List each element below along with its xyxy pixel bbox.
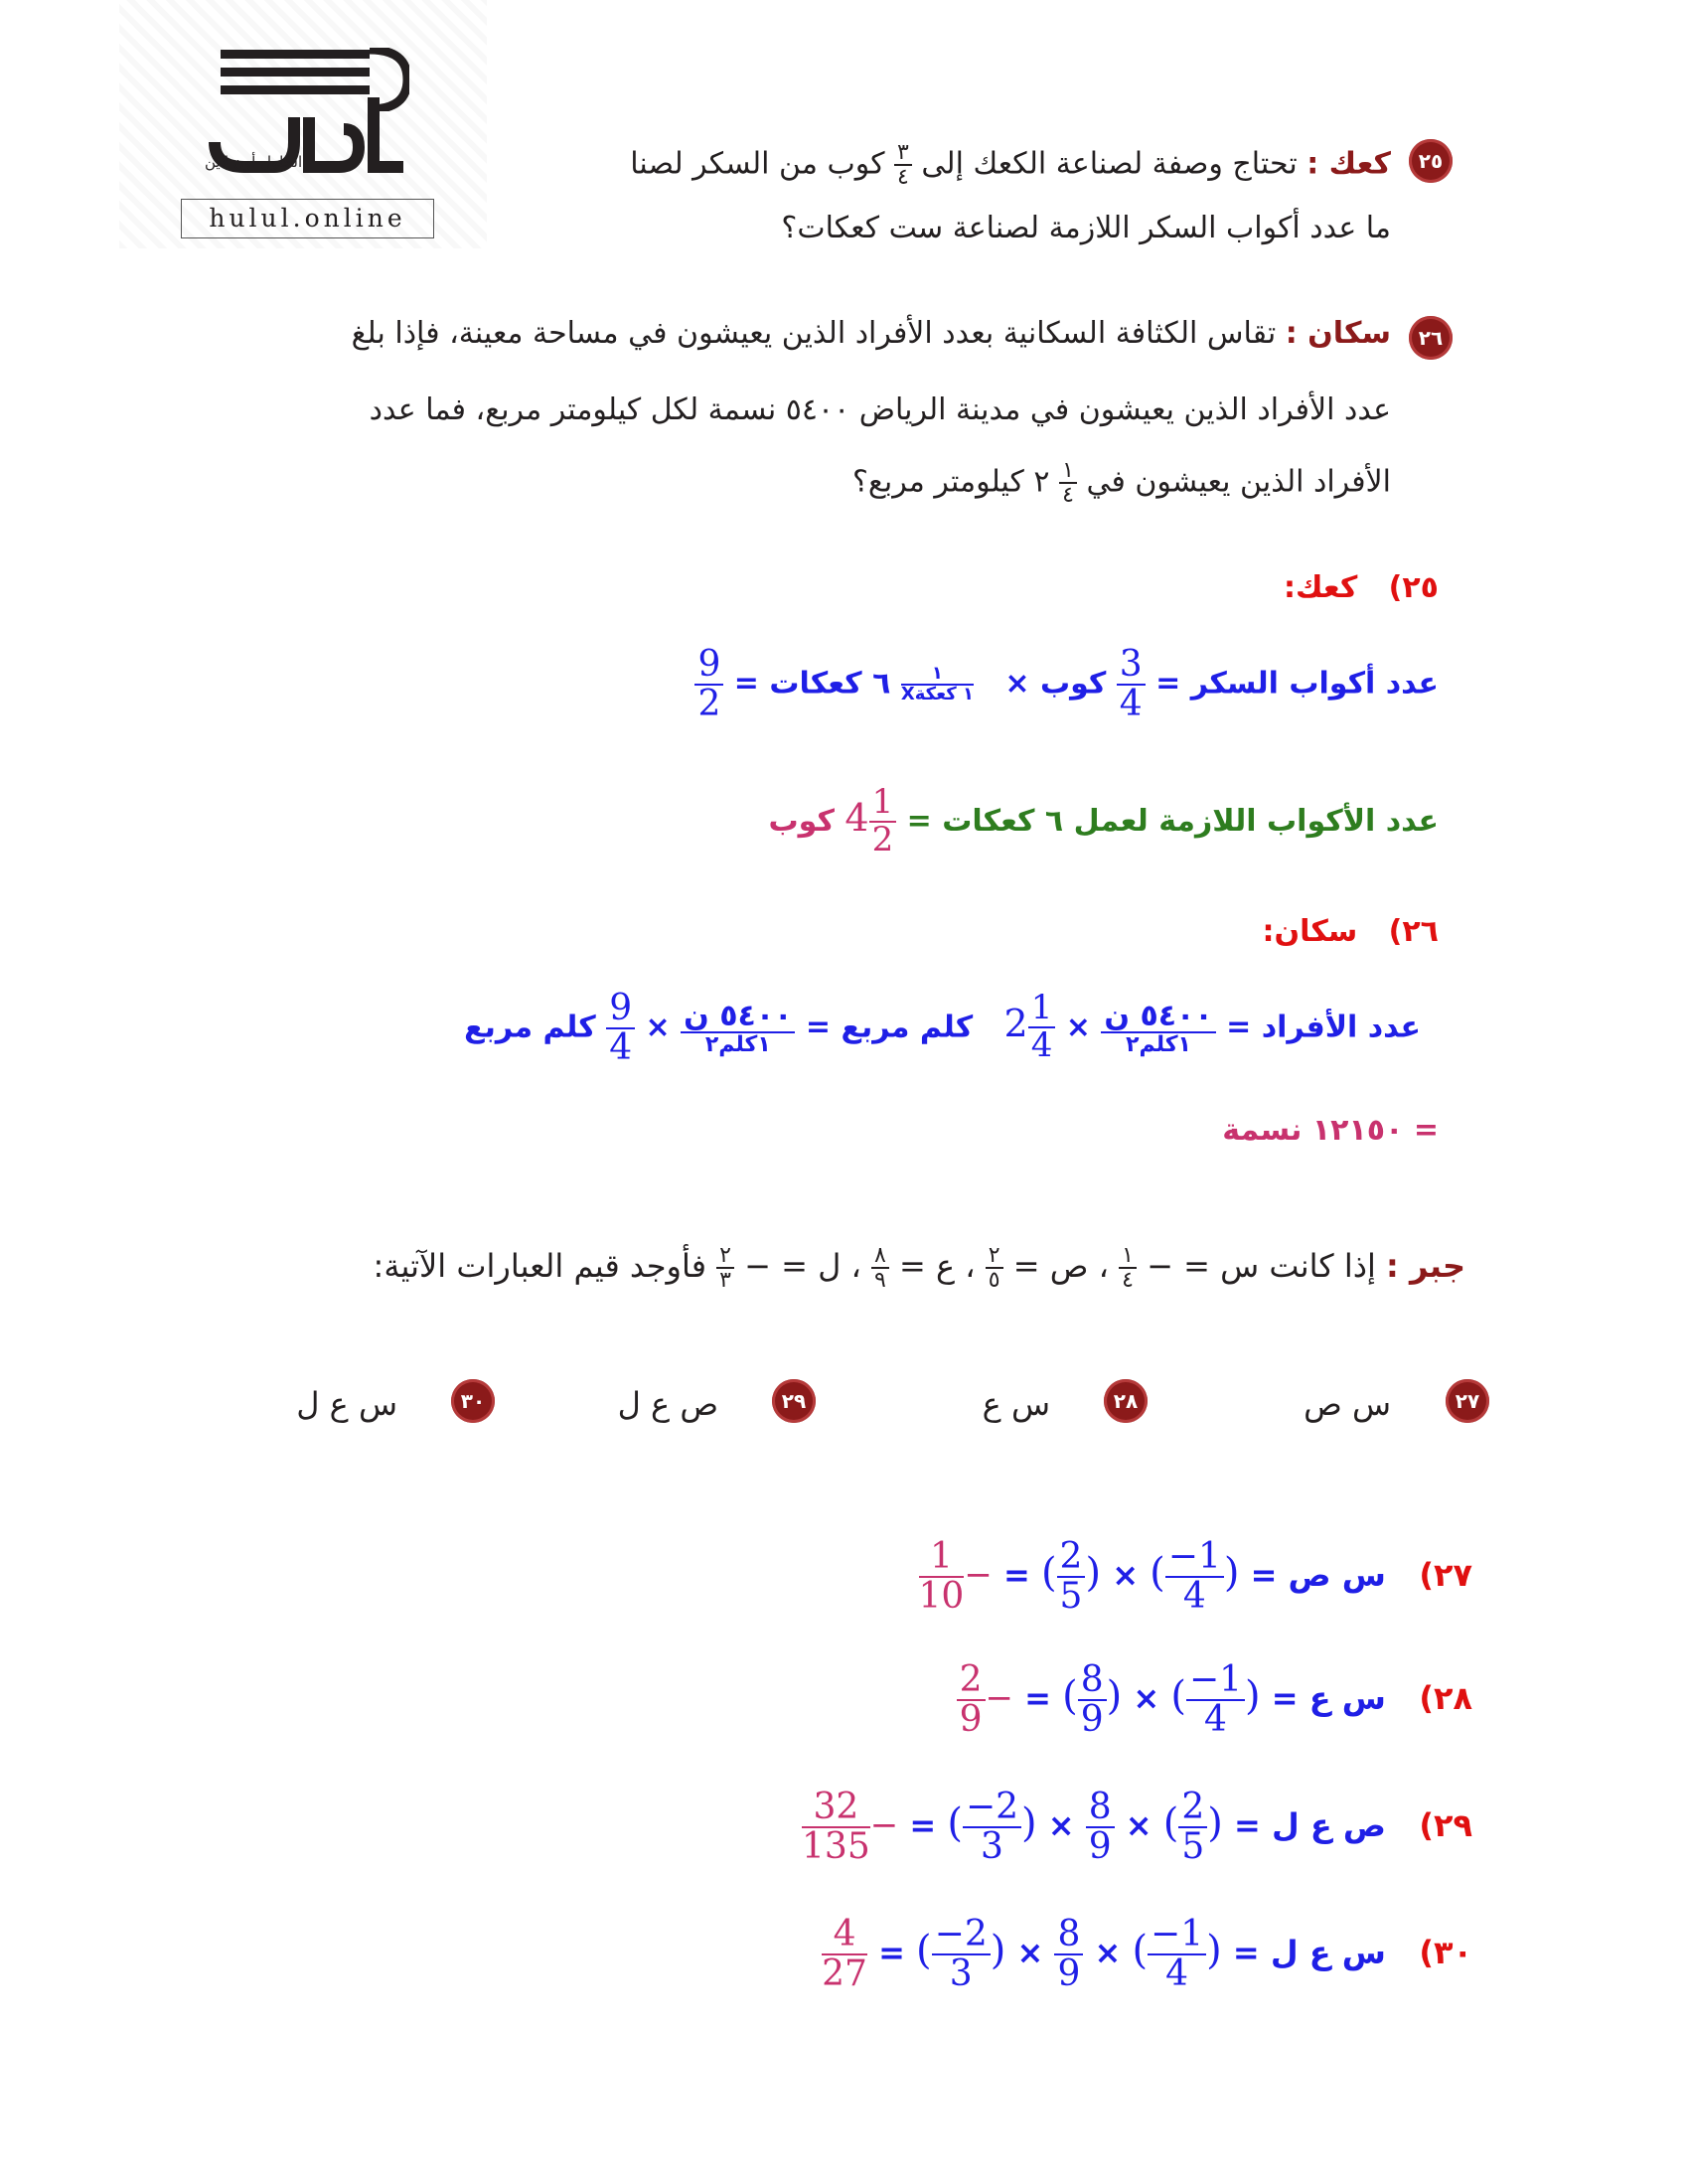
solution-result: $\frac{32}{135}$ (802, 1787, 870, 1867)
factor-3: $\frac{2-}{3}$ (932, 1916, 991, 1993)
solution-result: $\frac{4}{27}$ (822, 1914, 867, 1994)
problem-26-line1: سكان : تقاس الكثافة السكانية بعدد الأفراد الذين يعيشون في مساحة معينة، فإذا بلغ (351, 316, 1391, 351)
solution-25-answer-label: عدد الأكواب اللازمة لعمل ٦ كعكات = (906, 804, 1439, 840)
item-28-expr: س ع (982, 1385, 1050, 1423)
solution-26-heading: ٢٦) سكان: (1262, 914, 1439, 949)
item-27-badge: ٢٧ (1446, 1379, 1489, 1423)
solution-number: ٢٧) (1419, 1555, 1472, 1594)
factor-1: $\frac{1-}{4}$ (1186, 1661, 1245, 1739)
problem-26-label: سكان : (1285, 316, 1391, 351)
solution-25-eq-label: عدد أكواب السكر = (1155, 666, 1439, 702)
solution-26-density-1: $\frac{\text{٥٤٠٠ ن}}{\text{١كلم٢}}$ (1101, 1001, 1215, 1057)
logo-tagline: الحلول أون لاين (205, 153, 303, 171)
solution-row: ٢٨) س ع = ( $\frac{1-}{4}$ ) × ( $\frac{8}{9}$ ) = − $\frac{2}{9}$ (957, 1661, 1472, 1739)
solution-25-fraction-a: $\frac{3}{4}$ (1117, 646, 1146, 723)
solution-25-equation: عدد أكواب السكر = $\frac{3}{4}$ كوب × $\frac{١}{\text{١ كعكةX}}$ ٦ كعكات = $\frac{9}{2}$ (694, 646, 1439, 723)
solution-expression: س ص = (1250, 1555, 1386, 1594)
item-30-badge: ٣٠ (451, 1379, 495, 1423)
solution-26-equation: عدد الأفراد = $\frac{\text{٥٤٠٠ ن}}{\text{١كلم٢}}$ × 2 $\frac{1}{4}$ كلم مربع = $\frac{\text{٥٤٠٠ ن}}{\text{١كلم٢}}$ × $\frac{9}{4}$ كلم مربع (464, 988, 1421, 1068)
algebra-title: جبر : (1386, 1247, 1465, 1286)
solution-result: $\frac{2}{9}$ (957, 1661, 986, 1739)
solution-25-heading: ٢٥) كعك: (1284, 570, 1439, 605)
factor-1: $\frac{1-}{4}$ (1148, 1916, 1206, 1993)
solution-row: ٢٩) ص ع ل = ( $\frac{2}{5}$ ) × $\frac{8}{9}$ × ( $\frac{2-}{3}$ ) = − $\frac{32}{135}$ (802, 1787, 1472, 1867)
factor-1: $\frac{1-}{4}$ (1165, 1538, 1224, 1616)
factor-3: $\frac{2-}{3}$ (963, 1789, 1021, 1866)
factor-2: $\frac{8}{9}$ (1054, 1916, 1083, 1993)
problem-25-line1: كعك : تحتاج وصفة لصناعة الكعك إلى $\frac{٣}{٤}$ كوب من السكر لصنا (630, 140, 1391, 191)
factor-2: $\frac{2}{5}$ (1057, 1538, 1086, 1616)
item-30-expr: س ع ل (296, 1385, 397, 1423)
problem-25-badge: ٢٥ (1409, 139, 1453, 183)
solution-number: ٢٩) (1419, 1805, 1472, 1844)
solution-expression: ص ع ل = (1233, 1805, 1386, 1844)
solution-26-mixed-number: 2 $\frac{1}{4}$ (1004, 991, 1056, 1063)
problem-25-fraction: $\frac{٣}{٤}$ (894, 141, 912, 189)
solution-26-fraction: $\frac{9}{4}$ (606, 990, 635, 1067)
problem-26-line2: عدد الأفراد الذين يعيشون في مدينة الرياض ٥٤٠٠ نسمة لكل كيلومتر مربع، فما عدد (369, 392, 1391, 427)
item-29-badge: ٢٩ (772, 1379, 816, 1423)
algebra-statement: جبر : إذا كانت س = − $\frac{١}{٤}$ ، ص = $\frac{٢}{٥}$ ، ع = $\frac{٨}{٩}$ ، ل = − $\frac{٢}{٣}$ فأوجد قيم العبارات الآتية: (373, 1243, 1465, 1294)
solution-25-result: $\frac{9}{2}$ (694, 646, 723, 723)
factor-1: $\frac{2}{5}$ (1178, 1789, 1207, 1866)
logo-url[interactable]: hulul.online (181, 199, 434, 238)
factor-2: $\frac{8}{9}$ (1086, 1789, 1115, 1866)
problem-26-fraction: $\frac{١}{٤}$ (1059, 459, 1077, 507)
item-29-expr: ص ع ل (617, 1385, 718, 1423)
solution-number: ٣٠) (1419, 1933, 1472, 1971)
problem-26-line3: الأفراد الذين يعيشون في $\frac{١}{٤}$ ٢ كيلومتر مربع؟ (852, 458, 1391, 509)
item-28-badge: ٢٨ (1104, 1379, 1148, 1423)
solution-expression: س ع ل = (1232, 1933, 1386, 1971)
solution-row: ٣٠) س ع ل = ( $\frac{1-}{4}$ ) × $\frac{8}{9}$ × ( $\frac{2-}{3}$ ) = $\frac{4}{27}$ (822, 1914, 1472, 1994)
solution-number: ٢٨) (1419, 1678, 1472, 1717)
solution-25-answer-value: 4 $\frac{1}{2}$ (844, 796, 896, 840)
item-27-expr: س ص (1304, 1385, 1391, 1423)
problem-25-label: كعك : (1306, 146, 1391, 182)
solution-expression: س ع = (1271, 1678, 1386, 1717)
solution-26-density-2: $\frac{\text{٥٤٠٠ ن}}{\text{١كلم٢}}$ (681, 1001, 795, 1057)
solution-row: ٢٧) س ص = ( $\frac{1-}{4}$ ) × ( $\frac{2}{5}$ ) = − $\frac{1}{10}$ (918, 1536, 1472, 1617)
solution-25-cancel-fraction: $\frac{١}{\text{١ كعكةX}}$ (900, 662, 975, 704)
problem-25-line2: ما عدد أكواب السكر اللازمة لصناعة ست كعكات؟ (781, 211, 1391, 245)
problem-26-badge: ٢٦ (1409, 316, 1453, 360)
solution-25-answer: عدد الأكواب اللازمة لعمل ٦ كعكات = 4 $\frac{1}{2}$ كوب (768, 782, 1439, 859)
solution-26-result: = ١٢١٥٠ نسمة (1222, 1113, 1439, 1148)
solution-result: $\frac{1}{10}$ (918, 1536, 965, 1617)
factor-2: $\frac{8}{9}$ (1078, 1661, 1107, 1739)
